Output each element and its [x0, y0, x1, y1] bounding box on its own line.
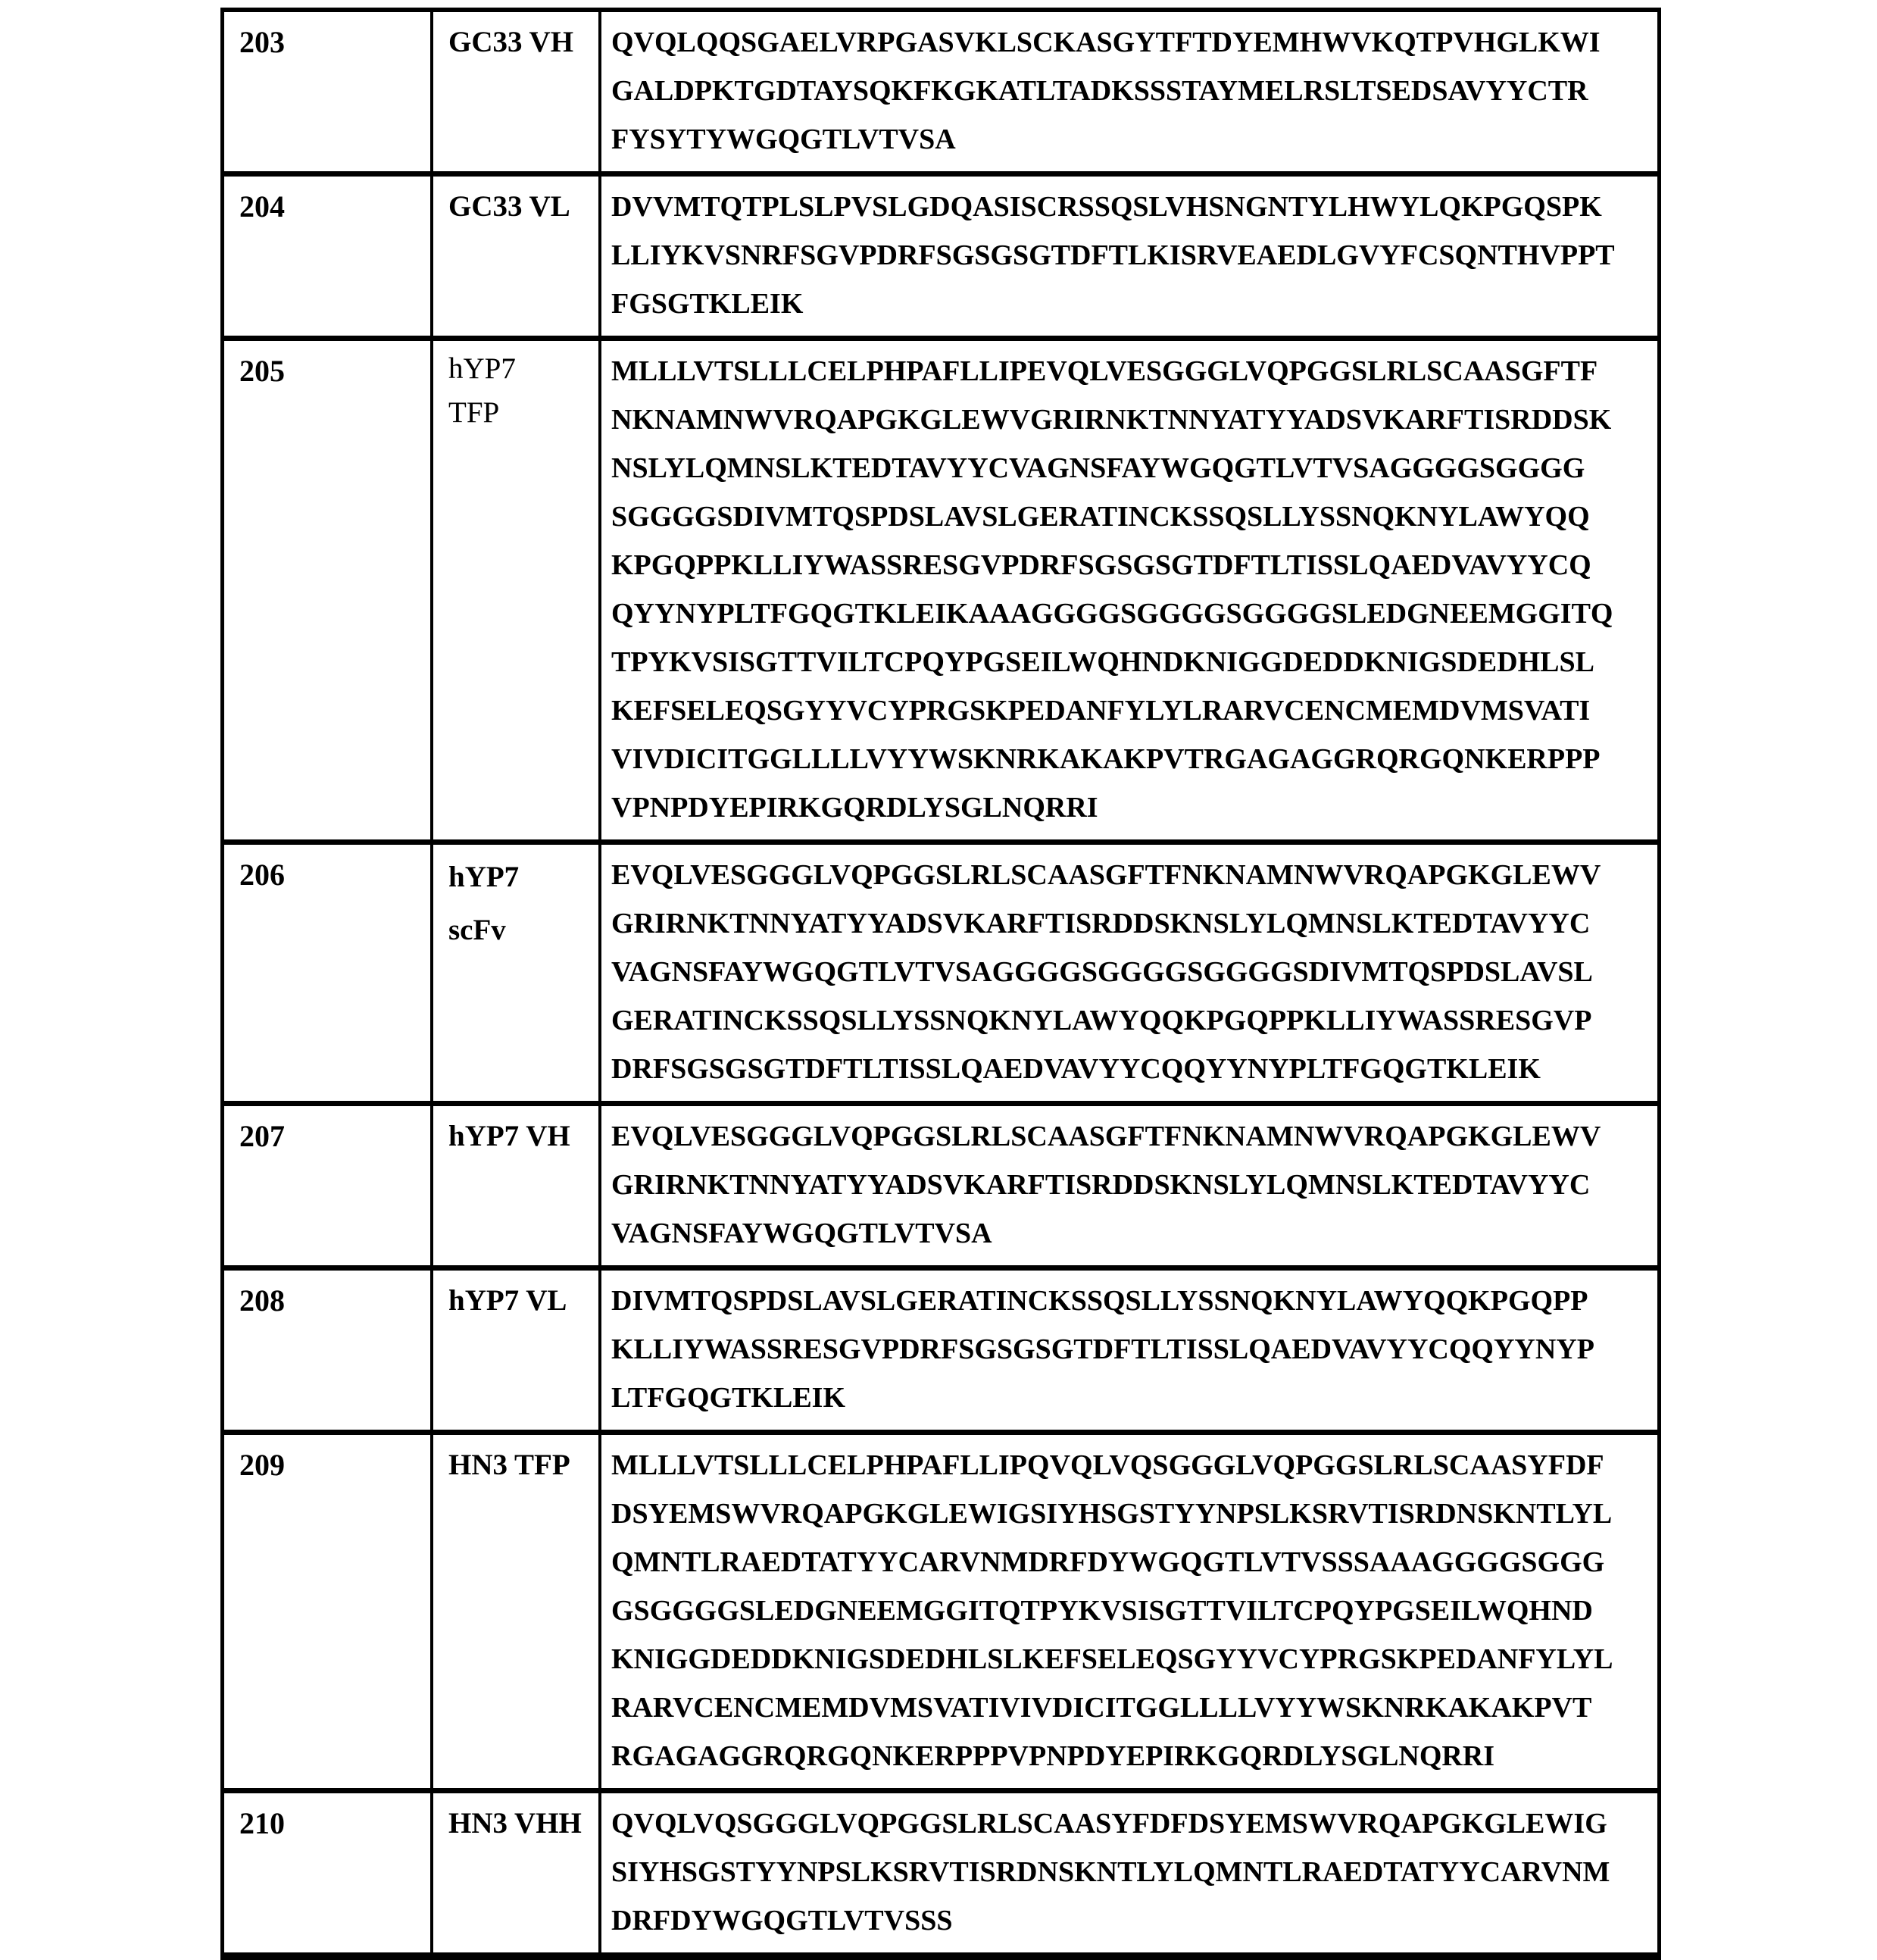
sequence-line: LLIYKVSNRFSGVPDRFSGSGSGTDFTLKISRVEAEDLGVYFCSQNTHVPPT	[611, 239, 1615, 271]
sequence-line: DRFSGSGSGTDFTLTISSLQAEDVAVYYCQQYYNYPLTFGQGTKLEIK	[611, 1053, 1541, 1085]
sequence-line: QYYNYPLTFGQGTKLEIKAAAGGGGSGGGGSGGGGSLEDGNEEMGGITQ	[611, 598, 1613, 630]
sequence-line: KEFSELEQSGYYVCYPRGSKPEDANFYLYLRARVCENCMEMDVMSVATI	[611, 695, 1591, 727]
sequence-cell	[598, 1435, 1657, 1788]
name-cell	[430, 1435, 598, 1788]
sequence-name: hYP7 VL	[448, 1284, 567, 1317]
name-cell	[430, 1106, 598, 1265]
sequence-name: GC33 VL	[448, 190, 570, 223]
sequence-name: hYP7 VH	[448, 1120, 570, 1152]
sequence-line: GSGGGGSLEDGNEEMGGITQTPYKVSISGTTVILTCPQYPGSEILWQHND	[611, 1595, 1593, 1627]
sequence-cell	[598, 1106, 1657, 1265]
seq-id-cell	[224, 12, 430, 171]
table-row	[224, 177, 1657, 341]
seq-id-value: 205	[239, 354, 285, 388]
sequence-name: HN3 TFP	[448, 1449, 570, 1481]
sequence-line: RGAGAGGRQRGQNKERPPPVPNPDYEPIRKGQRDLYSGLNQRRI	[611, 1740, 1495, 1772]
sequence-line: GRIRNKTNNYATYYADSVKARFTISRDDSKNSLYLQMNSLKTEDTAVYYC	[611, 1169, 1591, 1201]
sequence-cell	[598, 1271, 1657, 1430]
seq-id-cell	[224, 1106, 430, 1265]
sequence-name: hYP7	[448, 861, 520, 893]
sequence-line: VPNPDYEPIRKGQRDLYSGLNQRRI	[611, 792, 1098, 824]
sequence-line: KPGQPPKLLIYWASSRESGVPDRFSGSGSGTDFTLTISSLQAEDVAVYYCQ	[611, 549, 1591, 581]
sequence-name: hYP7	[448, 352, 516, 385]
seq-id-value: 209	[239, 1448, 285, 1482]
name-cell	[430, 341, 598, 839]
sequence-line: QVQLVQSGGGLVQPGGSLRLSCAASYFDFDSYEMSWVRQAPGKGLEWIG	[611, 1808, 1607, 1840]
sequence-line: FYSYTYWGQGTLVTVSA	[611, 123, 956, 155]
sequence-cell	[598, 12, 1657, 171]
sequence-line: TPYKVSISGTTVILTCPQYPGSEILWQHNDKNIGGDEDDKNIGSDEDHLSL	[611, 646, 1594, 678]
sequence-line: NSLYLQMNSLKTEDTAVYYCVAGNSFAYWGQGTLVTVSAGGGGSGGGG	[611, 452, 1585, 484]
sequence-line: VIVDICITGGLLLLVYYWSKNRKAKAKPVTRGAGAGGRQRGQNKERPPP	[611, 743, 1601, 775]
sequence-line: RARVCENCMEMDVMSVATIVIVDICITGGLLLLVYYWSKNRKAKAKPVT	[611, 1692, 1592, 1724]
seq-id-cell	[224, 341, 430, 839]
sequence-line: EVQLVESGGGLVQPGGSLRLSCAASGFTFNKNAMNWVRQAPGKGLEWV	[611, 859, 1601, 891]
name-cell	[430, 12, 598, 171]
sequence-cell	[598, 1793, 1657, 1952]
seq-id-value: 204	[239, 189, 285, 224]
sequence-line: MLLLVTSLLLCELPHPAFLLIPEVQLVESGGGLVQPGGSLRLSCAASGFTF	[611, 355, 1598, 387]
name-cell	[430, 845, 598, 1101]
seq-id-value: 203	[239, 25, 285, 59]
sequence-line: MLLLVTSLLLCELPHPAFLLIPQVQLVQSGGGLVQPGGSLRLSCAASYFDF	[611, 1449, 1604, 1481]
table-row	[224, 845, 1657, 1106]
sequence-name: GC33 VH	[448, 26, 574, 58]
seq-id-cell	[224, 845, 430, 1101]
sequence-listing-table	[220, 8, 1661, 1960]
seq-id-value: 206	[239, 858, 285, 892]
seq-id-value: 208	[239, 1283, 285, 1318]
sequence-line: KNIGGDEDDKNIGSDEDHLSLKEFSELEQSGYYVCYPRGSKPEDANFYLYL	[611, 1643, 1613, 1675]
name-cell	[430, 1793, 598, 1952]
table-row	[224, 1106, 1657, 1271]
sequence-line: GALDPKTGDTAYSQKFKGKATLTADKSSSTAYMELRSLTSEDSAVYYCTR	[611, 75, 1588, 107]
seq-id-value: 207	[239, 1119, 285, 1153]
sequence-line: EVQLVESGGGLVQPGGSLRLSCAASGFTFNKNAMNWVRQAPGKGLEWV	[611, 1121, 1601, 1152]
sequence-name: HN3 VHH	[448, 1807, 582, 1840]
sequence-line: DVVMTQTPLSLPVSLGDQASISCRSSQSLVHSNGNTYLHWYLQKPGQSPK	[611, 191, 1602, 223]
table-row	[224, 12, 1657, 177]
sequence-line: FGSGTKLEIK	[611, 288, 804, 320]
sequence-line: DRFDYWGQGTLVTVSSS	[611, 1905, 953, 1937]
table-row	[224, 1793, 1657, 1952]
table-row	[224, 1271, 1657, 1435]
table-row	[224, 341, 1657, 845]
seq-id-cell	[224, 177, 430, 336]
sequence-line: DIVMTQSPDSLAVSLGERATINCKSSQSLLYSSNQKNYLAWYQQKPGQPP	[611, 1285, 1588, 1317]
sequence-line: QVQLQQSGAELVRPGASVKLSCKASGYTFTDYEMHWVKQTPVHGLKWI	[611, 27, 1601, 58]
sequence-line: DSYEMSWVRQAPGKGLEWIGSIYHSGSTYYNPSLKSRVTISRDNSKNTLYL	[611, 1498, 1613, 1530]
sequence-line: LTFGQGTKLEIK	[611, 1382, 846, 1414]
sequence-cell	[598, 341, 1657, 839]
sequence-line: SGGGGSDIVMTQSPDSLAVSLGERATINCKSSQSLLYSSNQKNYLAWYQQ	[611, 501, 1590, 533]
sequence-line: GERATINCKSSQSLLYSSNQKNYLAWYQQKPGQPPKLLIYWASSRESGVP	[611, 1005, 1592, 1036]
sequence-line: GRIRNKTNNYATYYADSVKARFTISRDDSKNSLYLQMNSLKTEDTAVYYC	[611, 908, 1591, 939]
name-cell	[430, 1271, 598, 1430]
seq-id-cell	[224, 1793, 430, 1952]
sequence-name: scFv	[448, 914, 506, 946]
table-row	[224, 1435, 1657, 1793]
sequence-name: TFP	[448, 396, 500, 429]
seq-id-cell	[224, 1435, 430, 1788]
seq-id-value: 210	[239, 1806, 285, 1840]
sequence-line: KLLIYWASSRESGVPDRFSGSGSGTDFTLTISSLQAEDVAVYYCQQYYNYP	[611, 1333, 1594, 1365]
sequence-line: QMNTLRAEDTATYYCARVNMDRFDYWGQGTLVTVSSSAAAGGGGSGGG	[611, 1546, 1605, 1578]
name-cell	[430, 177, 598, 336]
sequence-line: SIYHSGSTYYNPSLKSRVTISRDNSKNTLYLQMNTLRAEDTATYYCARVNM	[611, 1856, 1610, 1888]
sequence-line: VAGNSFAYWGQGTLVTVSAGGGGSGGGGSGGGGSDIVMTQSPDSLAVSL	[611, 956, 1593, 988]
sequence-line: NKNAMNWVRQAPGKGLEWVGRIRNKTNNYATYYADSVKARFTISRDDSK	[611, 404, 1612, 436]
seq-id-cell	[224, 1271, 430, 1430]
sequence-line: VAGNSFAYWGQGTLVTVSA	[611, 1218, 992, 1249]
sequence-cell	[598, 845, 1657, 1101]
sequence-cell	[598, 177, 1657, 336]
